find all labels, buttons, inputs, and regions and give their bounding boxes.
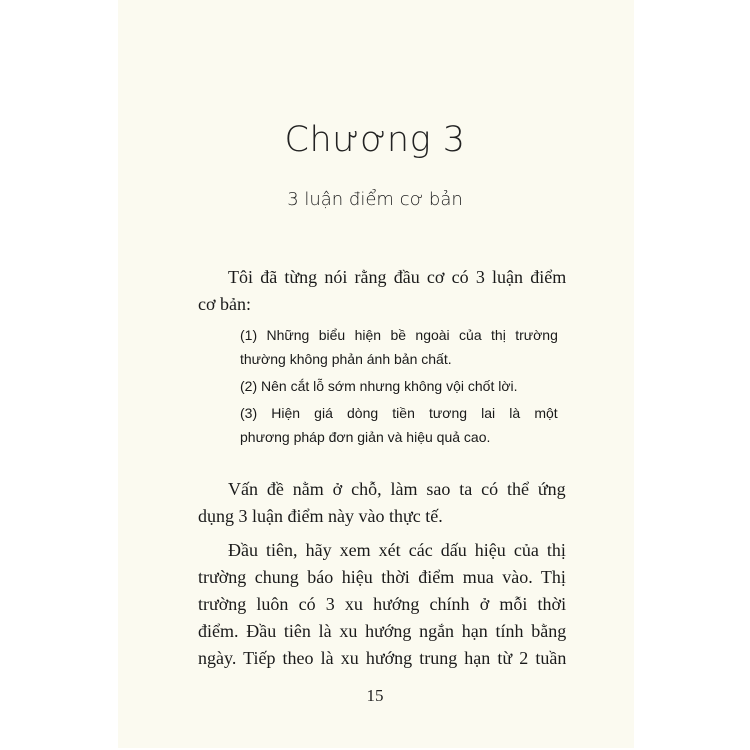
list-item-line: (1) Những biểu hiện bề ngoài của thị trường: [240, 327, 558, 343]
paragraph-line: Tôi đã từng nói rằng đầu cơ có 3 luận điểm: [228, 267, 567, 287]
paragraph-line: Vấn đề nằm ở chỗ, làm sao ta có thể ứng: [228, 479, 566, 499]
paragraph-line: trường luôn có 3 xu hướng chính ở mỗi thời: [198, 594, 567, 614]
paragraph-line: trường chung báo hiệu thời điểm mua vào. Thị: [198, 567, 566, 587]
list-item-line: (2) Nên cắt lỗ sớm nhưng không vội chốt lời.: [240, 378, 518, 394]
paragraph-line: cơ bản:: [198, 294, 251, 314]
list-item-line: phương pháp đơn giản và hiệu quả cao.: [240, 429, 491, 445]
page-number: 15: [366, 686, 384, 705]
paragraph-line: ngày. Tiếp theo là xu hướng trung hạn từ 2 tuần: [198, 648, 567, 668]
paragraph-line: Đầu tiên, hãy xem xét các dấu hiệu của thị: [228, 540, 566, 560]
list-item-line: (3) Hiện giá dòng tiền tương lai là một: [240, 405, 558, 421]
paragraph-line: điểm. Đầu tiên là xu hướng ngắn hạn tính bằng: [198, 621, 567, 641]
list-item-line: thường không phản ánh bản chất.: [240, 351, 452, 367]
paragraph-line: dụng 3 luận điểm này vào thực tế.: [198, 506, 443, 526]
chapter-subtitle: 3 luận điểm cơ bản: [287, 189, 463, 210]
chapter-title: Chương 3: [284, 120, 466, 160]
